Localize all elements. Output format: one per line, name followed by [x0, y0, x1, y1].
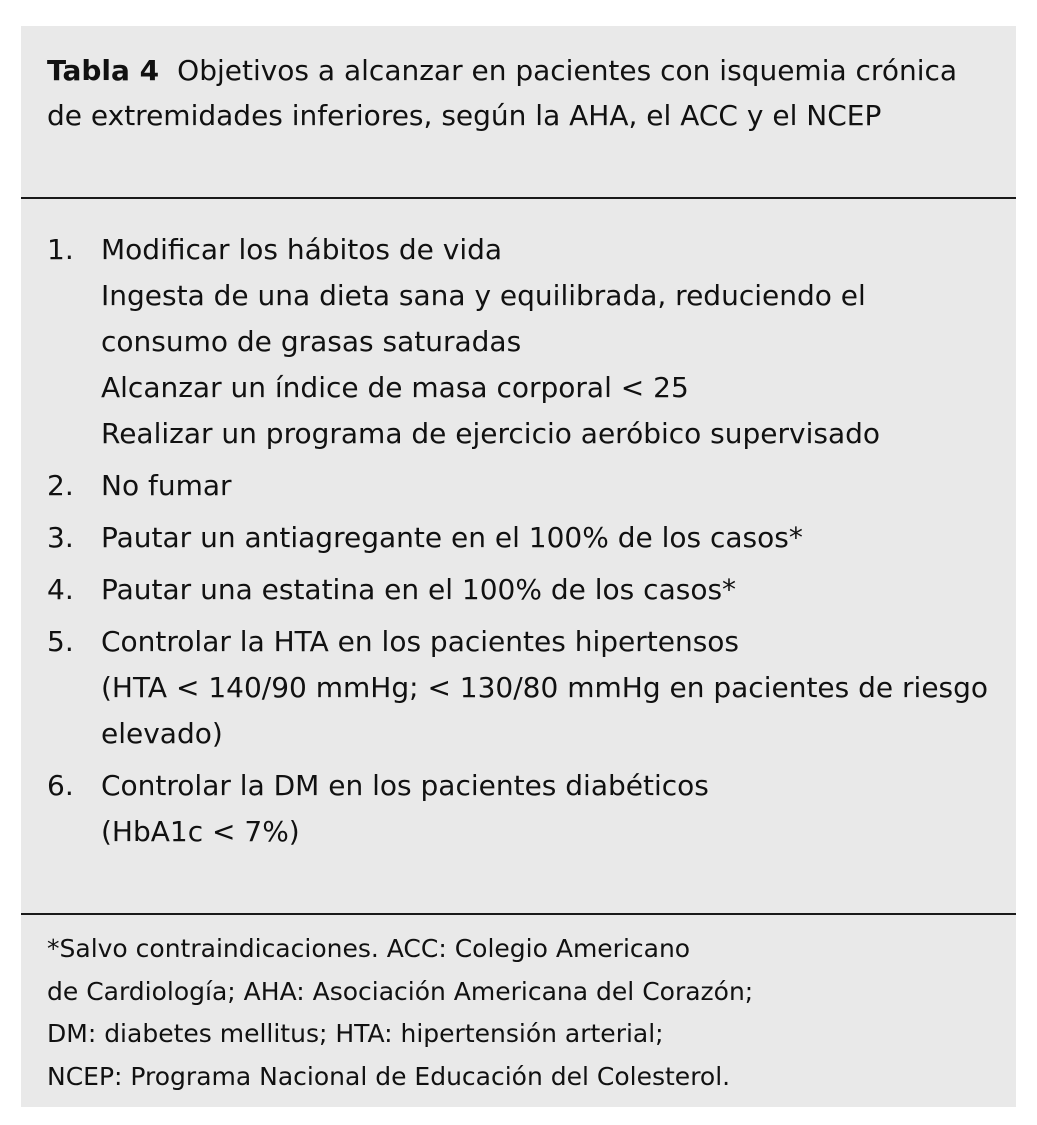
item-body: [101, 515, 997, 561]
item-text: Realizar un programa de ejercicio aeróbico supervisado: [101, 417, 881, 450]
item-body: [101, 567, 997, 613]
item-text: No fumar: [101, 469, 232, 502]
list-item: [47, 463, 997, 509]
table-title: Objetivos a alcanzar en pacientes con isquemia crónica de extremidades inferiores, según la AHA, el ACC y el NCEP: [47, 54, 958, 132]
table-label: Tabla 4: [47, 54, 160, 87]
footnote-line: de Cardiología; AHA: Asociación Americana del Corazón;: [47, 976, 754, 1006]
objectives-list: [47, 227, 997, 861]
item-text: Ingesta de una dieta sana y equilibrada, reduciendo el consumo de grasas saturadas: [101, 279, 866, 358]
item-body: [101, 463, 997, 509]
item-number: 2.: [47, 469, 74, 502]
footnote-line: DM: diabetes mellitus; HTA: hipertensión arterial;: [47, 1019, 664, 1048]
item-text: Pautar un antiagregante en el 100% de los casos*: [101, 521, 803, 554]
item-text: Controlar la HTA en los pacientes hipertensos: [101, 625, 739, 658]
item-body: [101, 619, 997, 757]
item-body: [101, 227, 997, 457]
table-header: [47, 48, 987, 138]
item-number: 3.: [47, 521, 74, 554]
header-divider: [21, 197, 1016, 199]
footnote-line: *Salvo contraindicaciones. ACC: Colegio Americano: [47, 934, 691, 963]
list-item: [47, 567, 997, 613]
item-text: Controlar la DM en los pacientes diabéticos: [101, 769, 709, 802]
list-item: [47, 619, 997, 757]
footer-divider: [21, 913, 1016, 915]
list-item: [47, 227, 997, 457]
item-number: 1.: [47, 233, 74, 266]
table-footnote: [47, 928, 987, 1098]
item-text: (HTA < 140/90 mmHg; < 130/80 mmHg en pacientes de riesgo elevado): [101, 671, 989, 750]
list-item: [47, 515, 997, 561]
item-number: 4.: [47, 573, 74, 606]
item-text: Alcanzar un índice de masa corporal < 25: [101, 371, 689, 404]
item-text: (HbA1c < 7%): [101, 815, 300, 848]
item-text: Pautar una estatina en el 100% de los casos*: [101, 573, 737, 606]
table-panel: [21, 26, 1016, 1107]
item-number: 5.: [47, 625, 74, 658]
item-text: Modificar los hábitos de vida: [101, 233, 503, 266]
item-number: 6.: [47, 769, 74, 802]
footnote-line: NCEP: Programa Nacional de Educación del Colesterol.: [47, 1061, 731, 1091]
item-body: [101, 763, 997, 855]
list-item: [47, 763, 997, 855]
